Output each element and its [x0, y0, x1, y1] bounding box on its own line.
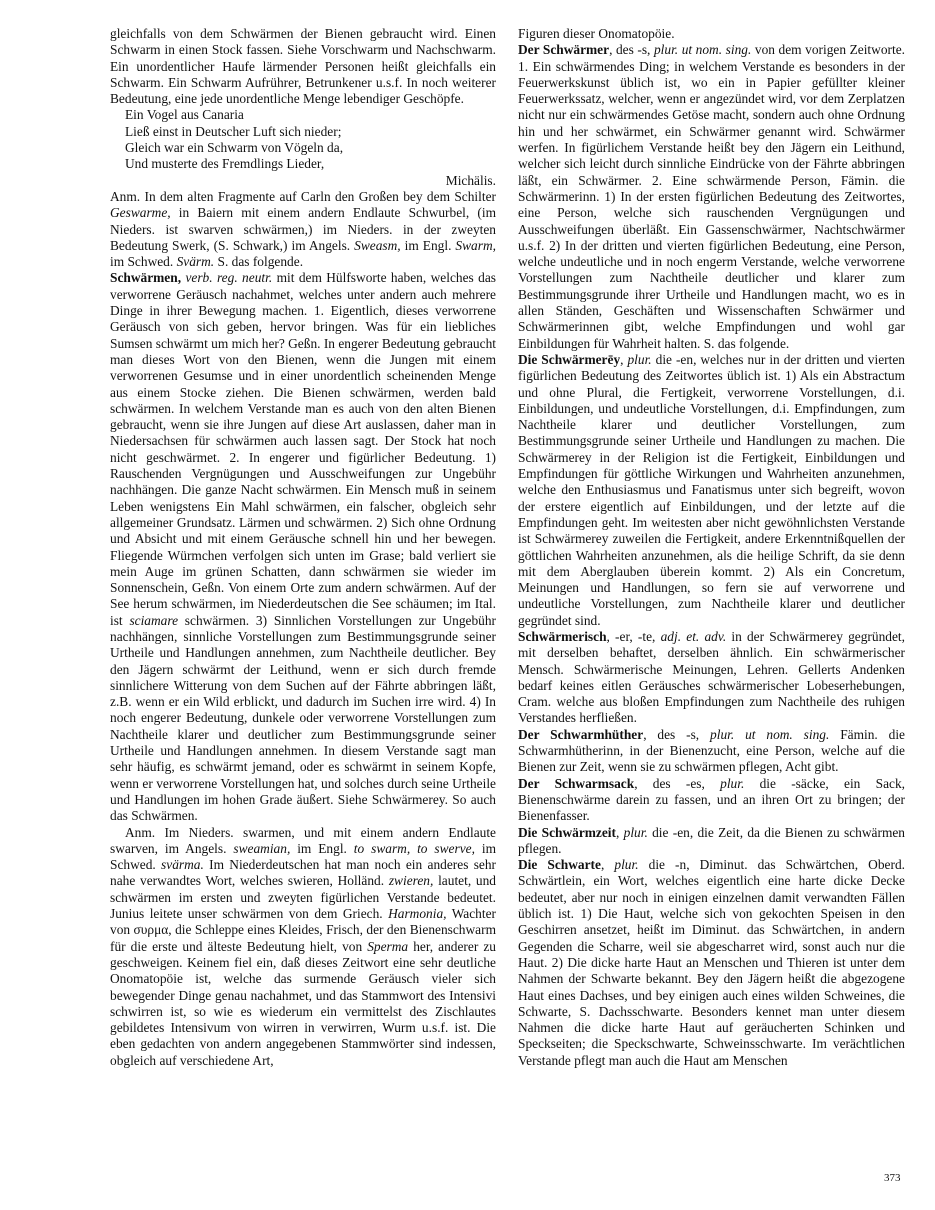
page-number: 373 — [884, 1172, 901, 1184]
anmerkung-continuation: Figuren dieser Onomatopöie. — [518, 26, 675, 41]
entry-schwarmsack: Der Schwarmsack, des -es, plur. die -säcke, ein Sack, Bienenschwärme darein zu fassen, und an ihren Ort zu bringen; der Bienenfasser. — [518, 775, 906, 824]
headword: Der Schwarmhüther — [518, 726, 644, 742]
grammar-label: adj. et. adv. — [660, 628, 727, 644]
entry-schwaermerey: Die Schwärmerēy, plur. die -en, welches nur in der dritten und vierten figürlichen Bedeutung des Zeitwortes üblich ist. 1) Als ein Abstractum und ohne Plural, die Fertigkeit, verworrene Vorstellungen, d.i. Einbildungen, und undeutliche Vorstellungen, d.i. Empfindungen, zum Nachtheile klarer und deutlicher Vorstellungen, zum Bestimmungsgrunde seiner Urtheile und Handlungen zu machen. Die Schwärmerey in der Religion ist die Fertigkeit, Einbildungen und Empfindungen für göttliche Wirkungen und Wahrheiten anzunehmen, welche den Enthusiasmus und Fanatismus unter sich begreift, wovon der erstere eigentlich auf Einbildungen, und der letzte auf die Empfindungen geht. Im weitesten aber nicht gewöhnlichsten Verstande ist Schwärmerey zuweilen die Fertigkeit, andere Erkenntnißquellen der göttlichen Wahrheiten anzunehmen, als die heilige Schrift, da sie denn mit dem Aberglauben überein kommt. 2) Als ein Concretum, Meinungen und Handlungen, so fern sie auf verworrene und undeutliche Vorstellungen, zum Nachtheile klarer und deutlicher gegründet sind. — [518, 351, 905, 628]
entry-schwaermzeit: Die Schwärmzeit, plur. die -en, die Zeit, da die Bienen zu schwärmen pflegen. — [518, 824, 905, 856]
schwarm-anmerkung: Anm. In dem alten Fragmente auf Carln den Großen bey dem Schilter Geswarme, in Baiern mit einem andern Endlaute Schwurbel, (im Nieders. ist swarven schwärmen,) im Nieders. in der zweyten Bedeutung Swerk, (S. Schwark,) im Angels. Sweasm, im Engl. Swarm, im Schwed. Svärm. S. das folgende. — [110, 188, 496, 270]
entry-schwarmhuether: Der Schwarmhüther, des -s, plur. ut nom. sing. Fämin. die Schwarmhütherinn, in der Bienenzucht, eine Person, welche auf die Bienen zur Zeit, wenn sie zu schwärmen pflegen, Acht gibt. — [518, 726, 906, 775]
grammar-label: plur. — [627, 351, 652, 367]
schwarm-continuation: gleichfalls von dem Schwärmen der Bienen gebraucht wird. Einen Schwarm in einen Stock fassen. Siehe Vorschwarm und Nachschwarm. Ein unordentlicher Haufe lärmender Personen heißt gleichfalls ein Schwarm. Ein Schwarm Aufrührer, Betrunkener u.s.f. In noch weiterer Bedeutung, eine jede unordentliche Menge lebendiger Geschöpfe. — [110, 26, 496, 107]
headword: Die Schwärmerēy — [518, 351, 621, 367]
poem-line: Ließ einst in Deutscher Luft sich nieder; — [125, 123, 342, 139]
schwaermen-anmerkung: Anm. Im Nieders. swarmen, und mit einem andern Endlaute swarven, im Angels. sweamian, im Engl. to swarm, to swerve, im Schwed. svärma. Im Niederdeutschen hat man noch ein anderes sehr nahe verwandtes Wort, welches swieren, Holländ. zwieren, lautet, und schwärmen im ersten und zweyten figürlichen Verstande bedeutet. Junius leitete unser schwärmen von dem Griech. Harmonia, Wachter von συρμα, die Schleppe eines Kleides, Frisch, der den Bienenschwarm für die erste und älteste Bedeutung hielt, von Sperma her, anderer zu geschweigen. Keinem fiel ein, daß dieses Zeitwort eine sehr deutliche Onomatopöie ist, welche das surmende Geräusch vieler sich bewegender Dinge genau nachahmet, und das Stammwort des Intensivi schwirren ist, so wie es wiederum ein vermittelst des Zischlautes gebildetes Intensivum von wirren in verwirren, Wurm u.s.f. ist. Die eben gedachten von andern angegebenen Stammwörter sind indessen, obgleich auf verschiedene Art, — [110, 824, 497, 1068]
headword: Die Schwarte — [518, 857, 601, 873]
grammar-label: plur. ut nom. sing. — [710, 726, 830, 742]
grammar-label: plur. ut nom. sing. — [653, 42, 752, 58]
grammar-label: plur. — [614, 857, 639, 873]
poem-line: Und musterte des Fremdlings Lieder, — [125, 156, 325, 172]
grammar-label: plur. — [623, 824, 648, 840]
left-column — [110, 26, 496, 1069]
headword: Der Schwärmer — [518, 42, 610, 58]
entry-schwaermer: Der Schwärmer, des -s, plur. ut nom. sing. von dem vorigen Zeitworte. 1. Ein schwärmendes Ding; in welchem Verstande es besonders in der Feuerwerkskunst üblich ist, wo ein in Papier gefüllter kleiner Feuerwerkssatz, welcher, wenn er angezündet wird, vor dem Zerplatzen nicht nur ein schwärmendes Getöse macht, sondern auch ohne Ordnung hin und her schwärmet, ein Schwärmer genannt wird. Schwärmer werfen. In figürlichem Verstande heißt bey den Jägern ein Leithund, welcher sich leicht durch sinnliche Eindrücke von der Fährte abbringen läßt, ein Schwärmer. 2. Eine schwärmende Person, Fämin. die Schwärmerinn. 1) In der ersten figürlichen Bedeutung des Zeitwortes, eine Person, welche sich rauschenden Vergnügungen und Ausschweifungen überläßt. Ein Gassenschwärmer, Nachtschwärmer u.s.f. 2) In der dritten und vierten figürlichen Bedeutung, eine Person, welche undeutliche und in noch engerm Verstande, welche verworrene Vorstellungen zum Nachtheile deutlicher und klarer zum Bestimmungsgrunde ihrer Urtheile und Handlungen macht, wo es in allen Ständen, Geschäften und Wissenschaften Schwärmer und Schwärmerinnen gibt, welche Empfindungen und wohl gar Einbildungen für Wahrheit halten. S. das folgende. — [518, 42, 905, 351]
poem-line: Gleich war ein Schwarm von Vögeln da, — [125, 140, 344, 156]
poem-line: Ein Vogel aus Canaria — [125, 107, 244, 123]
headword: Schwärmerisch — [518, 628, 607, 644]
entry-schwaermerisch: Schwärmerisch, -er, -te, adj. et. adv. in der Schwärmerey gegründet, mit derselben behaftet, derselben ähnlich. Ein schwärmerischer Mensch. Schwärmerische Meinungen, Lehren. Gellerts Andenken bedarf keines eitlen Geräusches schwärmerischer Lobeserhebungen, Cram. welche aus bloßen Empfindungen zum Nachtheile des ruhigen Verstandes herfließen. — [518, 628, 905, 726]
entry-schwaermen: Schwärmen, verb. reg. neutr. mit dem Hülfsworte haben, welches das verworrene Geräusch nachahmet, welches unter andern auch mehrere Dinge in ihrer Bewegung machen. 1. Eigentlich, dieses verworrene Geräusch von sich geben, hervor bringen. Was für ein liebliches Sumsen schwärmt um mich her? Geßn. In engerer Bedeutung gebraucht man dieses Wort von den Bienen, wenn die Jungen mit einem verworrenen Gesumse und in einer unordentlich scheinenden Menge aus einem Stocke ziehen. Die Bienen schwärmen, werden bald schwärmen. In welchem Verstande man es auch von den alten Bienen gebraucht, wenn sie ihre Jungen auf diese Art auslassen, daher man in Niedersachsen für schwärmen auch lassen sagt. Der Stock hat noch nicht geschwärmet. 2. In engerer und figürlicher Bedeutung. 1) Rauschenden Vergnügungen und Ausschweifungen zur Ungebühr nachhängen. Die ganze Nacht schwärmen. Ein Mensch muß in seinem Leben wenigstens Ein Mahl schwärmen, ein falscher, obgleich sehr allgemeiner Grundsatz. Lärmen und schwärmen. 2) Sich ohne Ordnung und Absicht und mit einem Geräusche schnell hin und her bewegen. Fliegende Würmchen verfolgen sich unten im Grase; bald verliert sie mein Auge im grünen Schatten, dann schwärmen sie wieder im Sonnenschein, Geßn. Von einem Orte zum andern schwärmen. Auf der See herum schwärmen, im Niederdeutschen die See schäumen; im Ital. ist sciamare schwärmen. 3) Sinnlichen Vorstellungen zur Ungebühr nachhängen, sinnliche Vorstellungen zum Bestimmungsgrunde seiner Urtheile und Handlungen annehmen, zum Nachtheile deutlicher. Bey den Jägern schwärmt der Leithund, wenn er sich durch fremde sinnlichere Witterung von dem Suchen auf der Fährte abbringen läßt, z.B. wenn er ein Wild erblickt, und dadurch im Suchen irre wird. 4) In noch engerer Bedeutung, dunkele oder verworrene Vorstellungen zum Nachtheile klarer und deutlicher zum Bestimmungsgrunde seiner Urtheile und Handlungen annehmen. In diesem Verstande sagt man sehr häufig, es schwärmt jemand, oder es schwärmt in seinem Kopfe, wenn er verworrene Vorstellungen hat, und solches durch seine Urtheile und Handlungen im hohen Grade äußert. Siehe Schwärmerey. So auch das Schwärmen. — [110, 270, 497, 824]
poem-quote — [110, 107, 496, 172]
headword: Die Schwärmzeit — [518, 824, 616, 840]
grammar-label: verb. reg. neutr. — [185, 270, 273, 286]
poem-author: Michälis. — [445, 172, 496, 188]
headword: Schwärmen, — [110, 270, 182, 286]
right-column — [518, 26, 905, 1069]
entry-schwarte: Die Schwarte, plur. die -n, Diminut. das Schwärtchen, Oberd. Schwärtlein, ein Wort, welches eigentlich eine harte dicke Decke bedeutet, aber nur noch in einigen einzelnen damit verwandten Fällen üblich ist. 1) Die Haut, welche sich von gekochten Speisen in den Geschirren ansetzet, heißt im Diminut. das Schwärtchen, in andern Gegenden die Scharre, weil sie abgescharret wird, sonst auch nur die Haut. 2) Die dicke harte Haut an Menschen und Thieren ist unter dem Nahmen der Schwarte bekannt. Bey den Jägern heißt die abgezogene Haut eines Dachses, und bey einigen auch eines wilden Schweines, die Schwarte, S. Dachsschwarte. Besonders kennet man unter diesem Nahmen die dicke harte Haut auf geräucherten Schinken und Speckseiten; die Speckschwarte, Schweinsschwarte. Im verächtlichen Verstande pflegt man auch die Haut am Menschen — [518, 857, 905, 1068]
headword: Der Schwarmsack — [518, 775, 635, 791]
grammar-label: plur. — [720, 775, 745, 791]
